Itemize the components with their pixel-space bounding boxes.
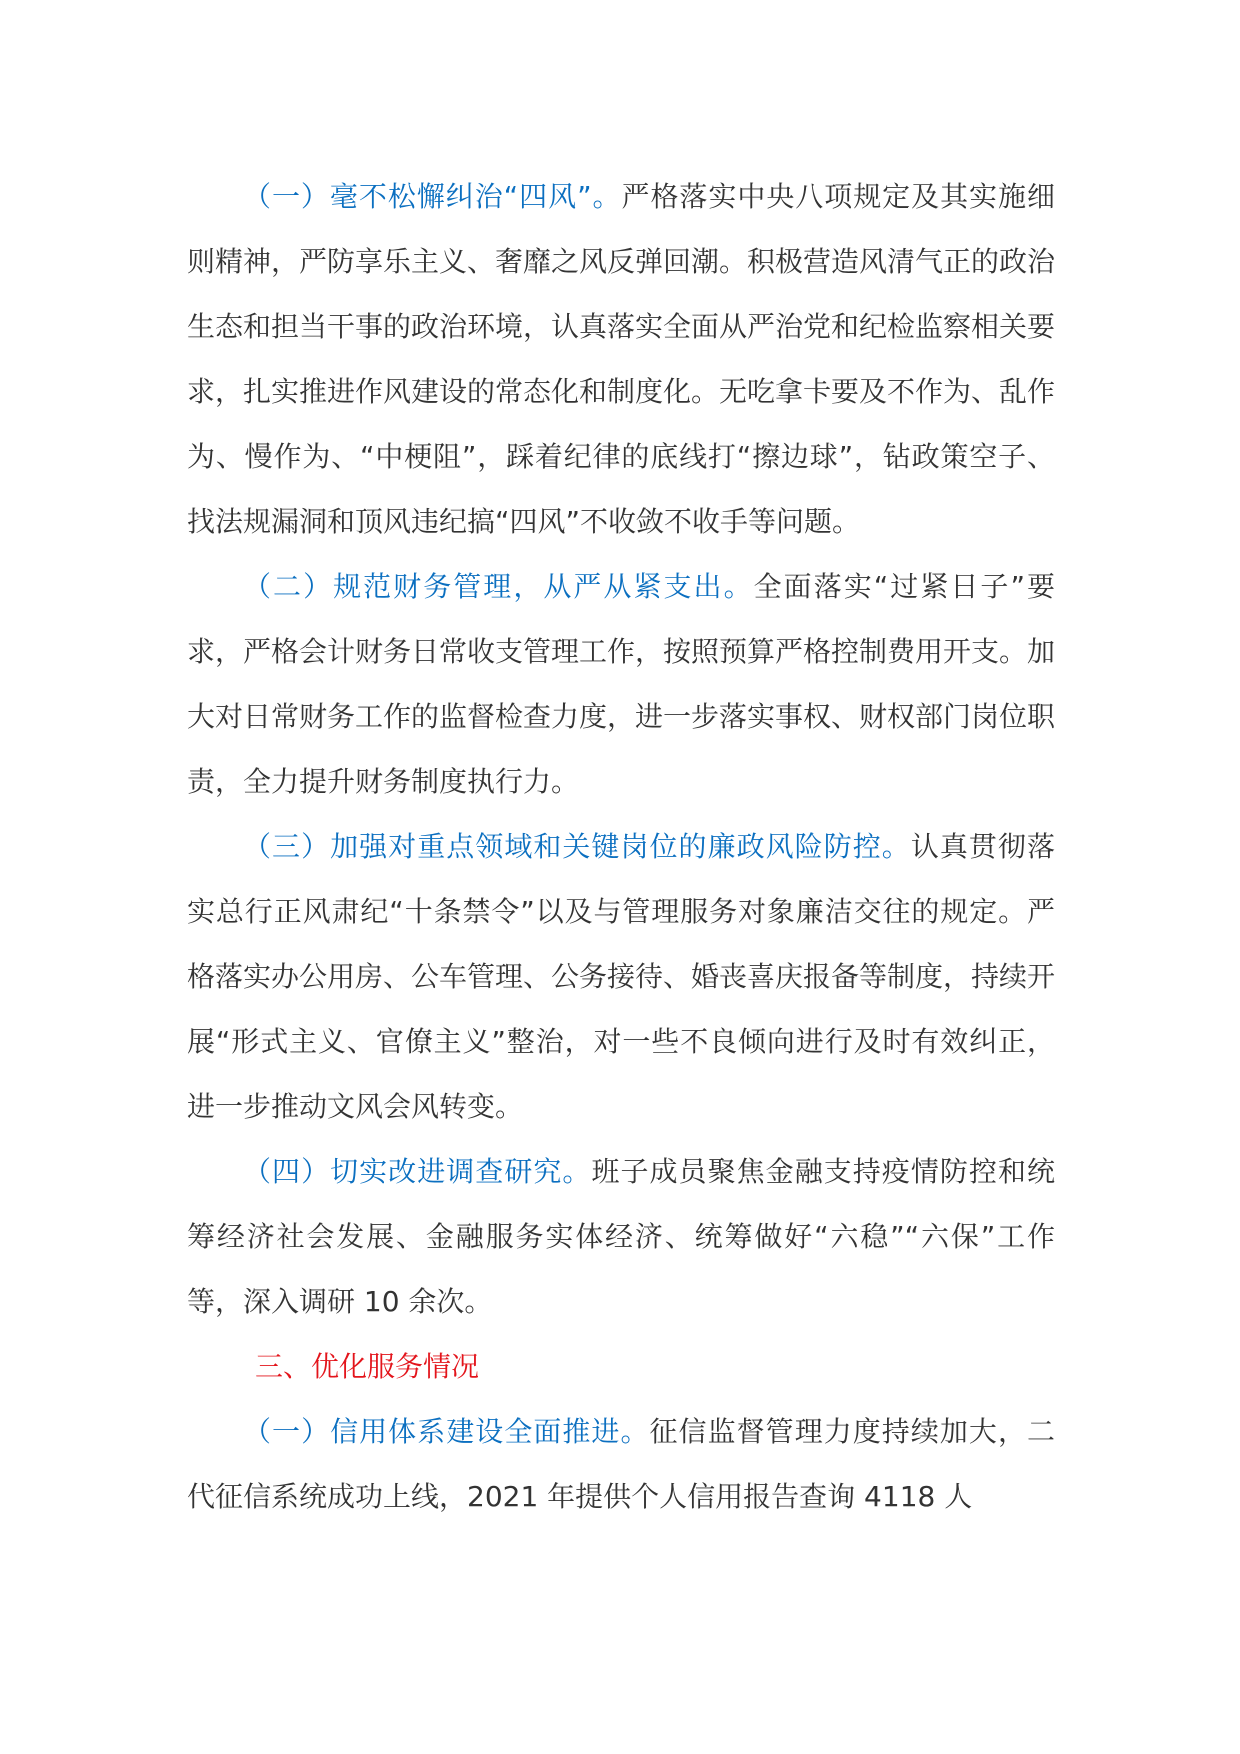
paragraph-5 (187, 1399, 1055, 1529)
paragraph-4-heading: （四）切实改进调查研究。 (243, 1155, 592, 1188)
paragraph-4 (187, 1139, 1055, 1334)
paragraph-2-text: 全面落实“过紧日子”要求，严格会计财务日常收支管理工作，按照预算严格控制费用开支。加大对日常财务工作的监督检查力度，进一步落实事权、财权部门岗位职责，全力提升财务制度执行力。 (187, 570, 1056, 798)
paragraph-2 (187, 554, 1055, 814)
paragraph-3 (187, 814, 1055, 1139)
paragraph-3-heading: （三）加强对重点领域和关键岗位的廉政风险防控。 (243, 830, 911, 863)
paragraph-4-text: 班子成员聚焦金融支持疫情防控和统筹经济社会发展、金融服务实体经济、统筹做好“六稳”“六保”工作等，深入调研 10 余次。 (187, 1155, 1055, 1318)
document-body (187, 164, 1055, 1529)
paragraph-5-heading: （一）信用体系建设全面推进。 (243, 1415, 650, 1448)
paragraph-1 (187, 164, 1055, 554)
paragraph-1-heading: （一）毫不松懈纠治“四风”。 (243, 180, 622, 213)
section-title: 三、优化服务情况 (255, 1350, 480, 1383)
paragraph-2-heading: （二）规范财务管理，从严从紧支出。 (243, 570, 754, 603)
paragraph-3-text: 认真贯彻落实总行正风肃纪“十条禁令”以及与管理服务对象廉洁交往的规定。严格落实办公用房、公车管理、公务接待、婚丧喜庆报备等制度，持续开展“形式主义、官僚主义”整治，对一些不良倾向进行及时有效纠正，进一步推动文风会风转变。 (187, 830, 1056, 1123)
paragraph-5-text: 征信监督管理力度持续加大，二代征信系统成功上线，2021 年提供个人信用报告查询 4118 人 (187, 1415, 1055, 1513)
paragraph-1-text: 严格落实中央八项规定及其实施细则精神，严防享乐主义、奢靡之风反弹回潮。积极营造风清气正的政治生态和担当干事的政治环境，认真落实全面从严治党和纪检监察相关要求，扎实推进作风建设的常态化和制度化。无吃拿卡要及不作为、乱作为、慢作为、“中梗阻”，踩着纪律的底线打“擦边球”，钻政策空子、找法规漏洞和顶风违纪搞“四风”不收敛不收手等问题。 (187, 180, 1056, 538)
